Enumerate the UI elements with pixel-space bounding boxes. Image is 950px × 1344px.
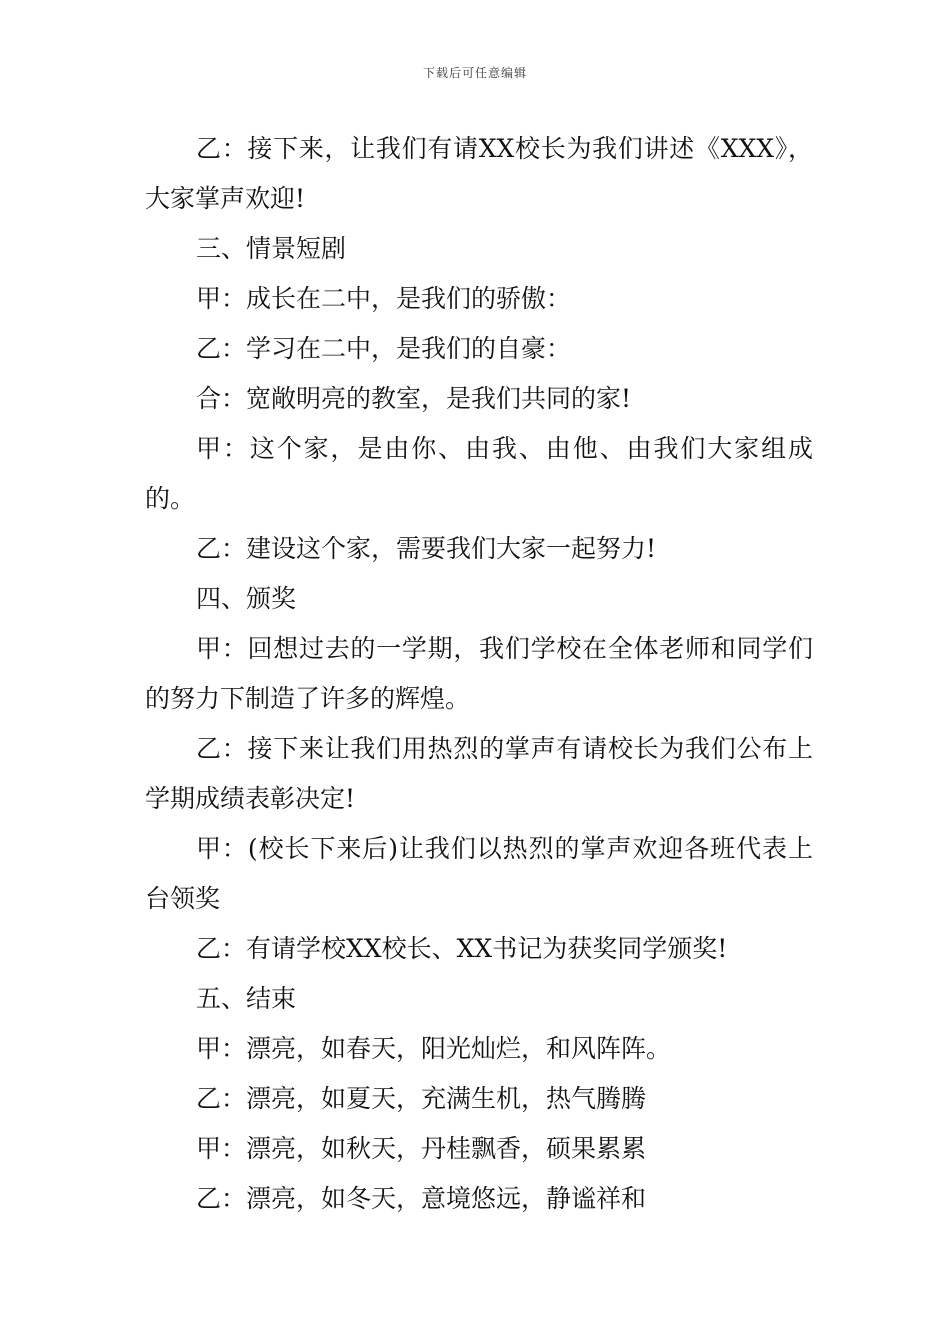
paragraph: 甲：(校长下来后)让我们以热烈的掌声欢迎各班代表上台领奖	[145, 834, 813, 913]
paragraph: 乙：接下来，让我们有请XX校长为我们讲述《XXX》，大家掌声欢迎!	[145, 134, 813, 213]
paragraph: 甲：漂亮，如春天，阳光灿烂，和风阵阵。	[196, 1034, 672, 1063]
document-body	[145, 124, 813, 1224]
paragraph: 乙：漂亮，如冬天，意境悠远，静谧祥和	[196, 1184, 647, 1213]
paragraph: 乙：漂亮，如夏天，充满生机，热气腾腾	[196, 1084, 647, 1113]
paragraph: 合：宽敞明亮的教室，是我们共同的家!	[196, 384, 632, 413]
paragraph: 乙：接下来让我们用热烈的掌声有请校长为我们公布上学期成绩表彰决定!	[145, 734, 813, 813]
page-header: 下载后可任意编辑	[422, 66, 527, 80]
section-heading: 三、情景短剧	[196, 234, 347, 263]
paragraph: 甲：这个家，是由你、由我、由他、由我们大家组成的。	[145, 434, 813, 513]
paragraph: 乙：学习在二中，是我们的自豪：	[196, 334, 572, 363]
section-heading: 五、结束	[196, 984, 297, 1013]
paragraph: 甲：回想过去的一学期，我们学校在全体老师和同学们的努力下制造了许多的辉煌。	[145, 634, 813, 713]
paragraph: 甲：漂亮，如秋天，丹桂飘香，硕果累累	[196, 1134, 647, 1163]
paragraph: 乙：有请学校XX校长、XX书记为获奖同学颁奖!	[196, 934, 728, 963]
section-heading: 四、颁奖	[196, 584, 297, 613]
paragraph: 乙：建设这个家，需要我们大家一起努力!	[196, 534, 657, 563]
paragraph: 甲：成长在二中，是我们的骄傲：	[196, 284, 572, 313]
